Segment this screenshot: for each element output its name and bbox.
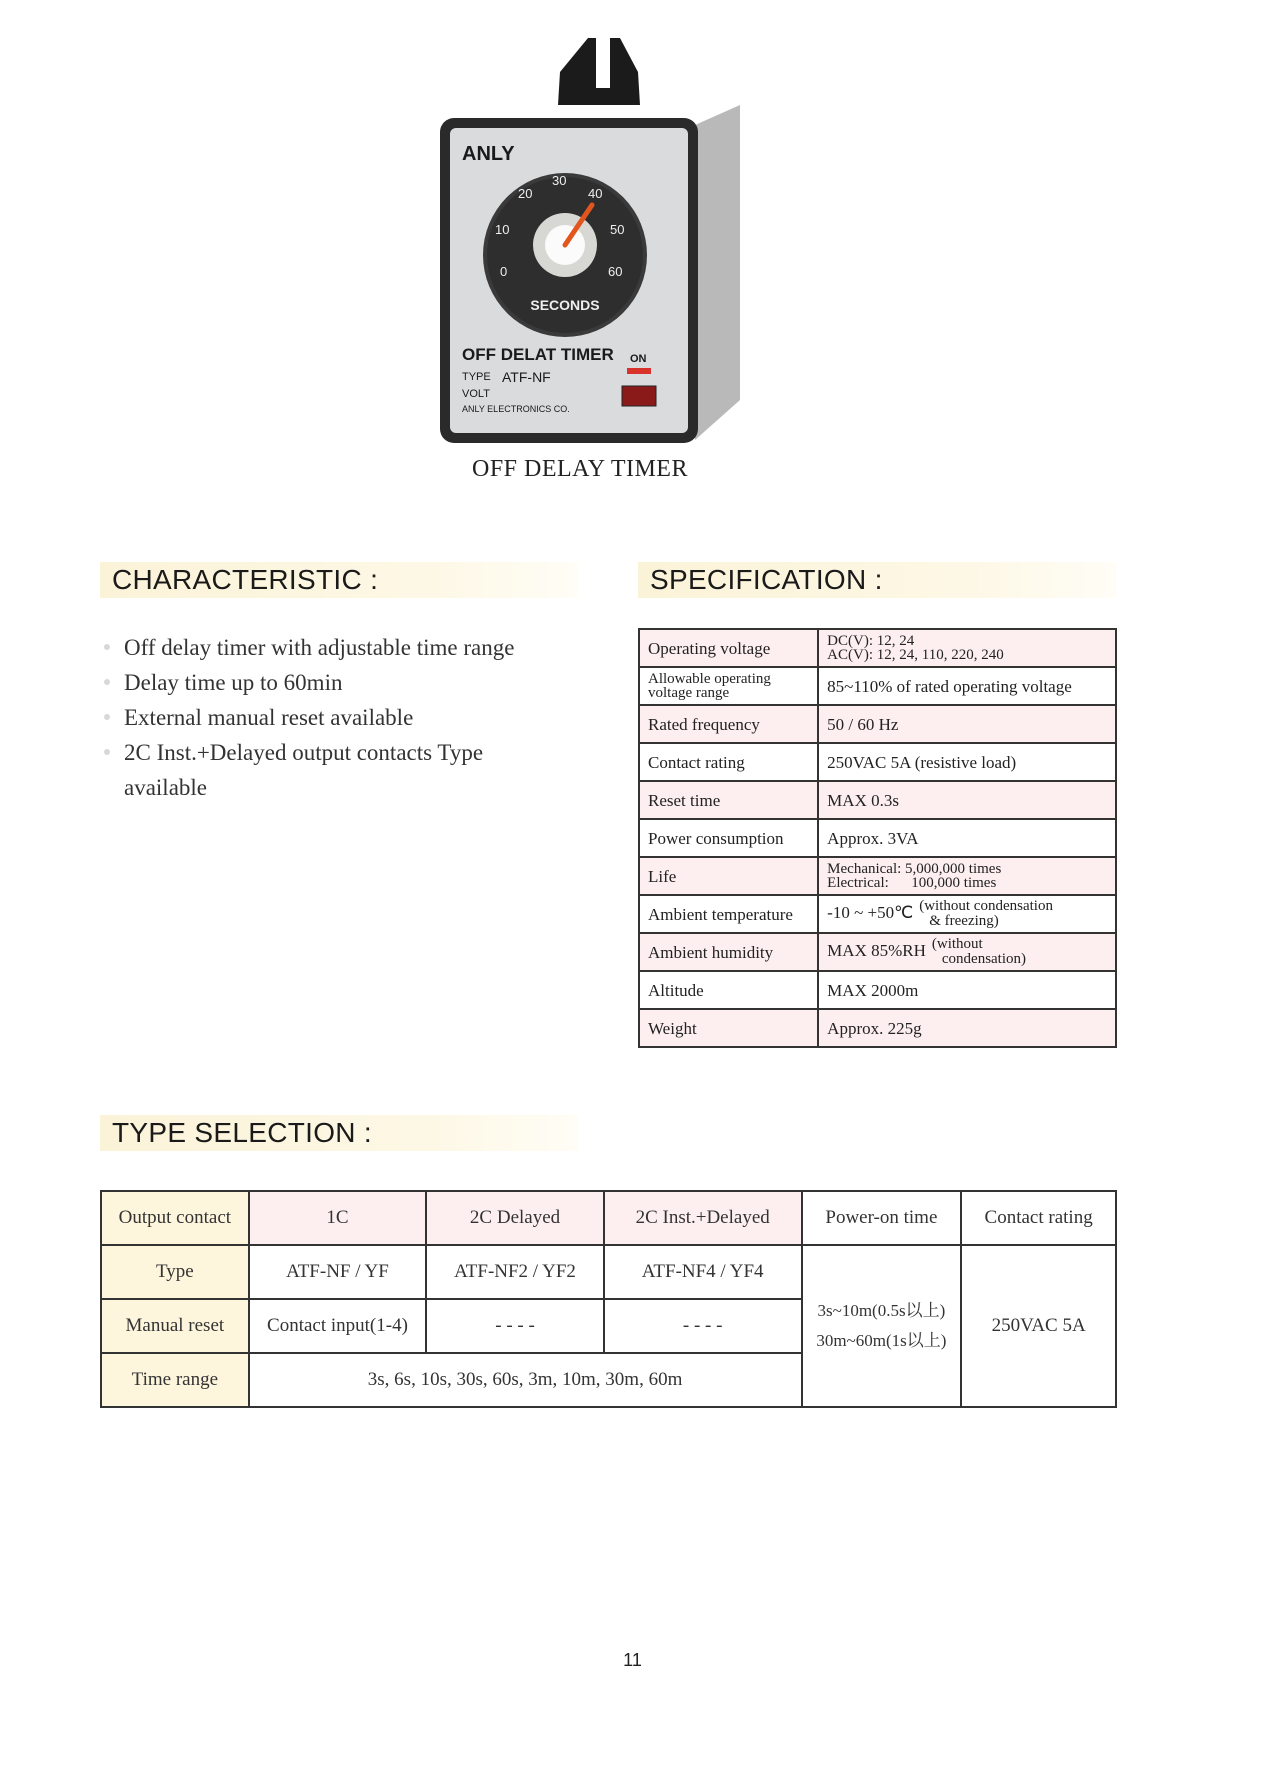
- characteristic-heading: CHARACTERISTIC :: [100, 562, 578, 598]
- spec-note-line: (without condensation: [919, 898, 1053, 914]
- spec-key: [639, 667, 818, 705]
- table-row: [639, 895, 1116, 933]
- list-item-text: External manual reset available: [124, 705, 414, 730]
- brand-text: ANLY: [462, 143, 515, 165]
- dial-number: 60: [608, 264, 623, 279]
- dial-number: 10: [495, 222, 510, 237]
- spec-note-line: (without: [931, 936, 983, 952]
- table-row: [639, 857, 1116, 895]
- spec-note: [932, 937, 1026, 967]
- spec-value: MAX 0.3s: [818, 781, 1116, 819]
- spec-value: 250VAC 5A (resistive load): [818, 743, 1116, 781]
- spec-value-main: MAX 85%RH: [827, 940, 926, 960]
- column-header: 2C Delayed: [426, 1191, 604, 1245]
- bullet-icon: [104, 749, 110, 755]
- characteristic-list: [110, 630, 590, 805]
- spec-key-line: Allowable operating: [648, 671, 771, 687]
- table-row: [639, 667, 1116, 705]
- spec-value-line: Mechanical: 5,000,000 times: [827, 861, 1002, 877]
- table-cell: - - - -: [426, 1299, 604, 1353]
- spec-value: [818, 857, 1116, 895]
- spec-key: Ambient temperature: [639, 895, 818, 933]
- row-header: Time range: [101, 1353, 249, 1407]
- dial-number: 40: [588, 186, 603, 201]
- spec-key: Altitude: [639, 971, 818, 1009]
- column-header: Output contact: [101, 1191, 249, 1245]
- label-on: ON: [630, 353, 647, 365]
- table-row: [639, 1009, 1116, 1047]
- list-item-text: Off delay timer with adjustable time range: [124, 635, 515, 660]
- spec-value: Approx. 3VA: [818, 819, 1116, 857]
- spec-note-line: condensation): [941, 951, 1027, 967]
- spec-key: Weight: [639, 1009, 818, 1047]
- type-selection-heading: TYPE SELECTION :: [100, 1115, 578, 1151]
- column-header: 1C: [249, 1191, 427, 1245]
- dial-number: 30: [552, 173, 567, 188]
- list-item: [110, 700, 590, 735]
- list-item: [110, 735, 590, 770]
- column-header: 2C Inst.+Delayed: [604, 1191, 802, 1245]
- label-title: OFF DELAT TIMER: [462, 345, 614, 364]
- spec-key: Power consumption: [639, 819, 818, 857]
- power-on-time-cell: [802, 1245, 962, 1407]
- contact-rating-cell: 250VAC 5A: [961, 1245, 1116, 1407]
- spec-value: MAX 2000m: [818, 971, 1116, 1009]
- power-on-line: 30m~60m(1s以上): [816, 1331, 947, 1350]
- label-model: ATF-NF: [502, 369, 551, 385]
- table-row: [639, 629, 1116, 667]
- list-item-text: 2C Inst.+Delayed output contacts Type: [124, 740, 484, 765]
- row-header: Manual reset: [101, 1299, 249, 1353]
- table-row: [639, 819, 1116, 857]
- column-header: Contact rating: [961, 1191, 1116, 1245]
- table-cell: - - - -: [604, 1299, 802, 1353]
- dial-unit: SECONDS: [530, 297, 600, 313]
- spec-value: [818, 933, 1116, 971]
- table-row: [639, 743, 1116, 781]
- list-item-text: available: [124, 775, 208, 800]
- bullet-icon: [104, 714, 110, 720]
- table-cell: Contact input(1-4): [249, 1299, 427, 1353]
- spec-value: 50 / 60 Hz: [818, 705, 1116, 743]
- housing-side: [695, 105, 740, 440]
- list-item-text: Delay time up to 60min: [124, 670, 343, 695]
- spec-note: [919, 899, 1053, 929]
- spec-value: [818, 629, 1116, 667]
- spec-key: Rated frequency: [639, 705, 818, 743]
- dial-number: 50: [610, 222, 625, 237]
- spec-key-line: voltage range: [648, 685, 730, 701]
- time-range-cell: 3s, 6s, 10s, 30s, 60s, 3m, 10m, 30m, 60m: [249, 1353, 802, 1407]
- table-cell: ATF-NF / YF: [249, 1245, 427, 1299]
- list-item: [110, 665, 590, 700]
- spec-key: Operating voltage: [639, 629, 818, 667]
- spec-key: Reset time: [639, 781, 818, 819]
- dial-number: 0: [500, 264, 508, 279]
- column-header: Power-on time: [802, 1191, 962, 1245]
- spec-value-line: DC(V): 12, 24: [827, 633, 915, 649]
- list-item-continuation: [110, 770, 590, 805]
- label-type: TYPE: [462, 371, 491, 383]
- product-caption: OFF DELAY TIMER: [472, 456, 688, 482]
- list-item: [110, 630, 590, 665]
- table-row: [101, 1245, 1116, 1299]
- spec-value: 85~110% of rated operating voltage: [818, 667, 1116, 705]
- table-cell: ATF-NF4 / YF4: [604, 1245, 802, 1299]
- specification-table: [638, 628, 1117, 1048]
- label-volt: VOLT: [462, 388, 490, 400]
- spec-key: Contact rating: [639, 743, 818, 781]
- spec-key: Ambient humidity: [639, 933, 818, 971]
- spec-value-line: AC(V): 12, 24, 110, 220, 240: [827, 647, 1004, 663]
- type-selection-table: [100, 1190, 1117, 1408]
- on-indicator: [627, 368, 651, 374]
- dial-number: 20: [518, 186, 533, 201]
- row-header: Type: [101, 1245, 249, 1299]
- spec-note-line: & freezing): [929, 913, 999, 929]
- spec-value: Approx. 225g: [818, 1009, 1116, 1047]
- reset-button: [622, 386, 656, 406]
- specification-heading: SPECIFICATION :: [638, 562, 1116, 598]
- table-cell: ATF-NF2 / YF2: [426, 1245, 604, 1299]
- table-row: [639, 781, 1116, 819]
- label-maker: ANLY ELECTRONICS CO.: [462, 404, 570, 414]
- table-row: [639, 705, 1116, 743]
- table-row: [639, 933, 1116, 971]
- spec-key: Life: [639, 857, 818, 895]
- power-on-line: 3s~10m(0.5s以上): [817, 1301, 946, 1320]
- table-row: [639, 971, 1116, 1009]
- bullet-icon: [104, 679, 110, 685]
- spec-value-line: Electrical: 100,000 times: [827, 875, 997, 891]
- product-photo: [440, 30, 760, 450]
- bullet-icon: [104, 644, 110, 650]
- spec-value-main: -10 ~ +50℃: [827, 902, 914, 922]
- spec-value: [818, 895, 1116, 933]
- table-header-row: [101, 1191, 1116, 1245]
- page-number: 11: [623, 1650, 642, 1670]
